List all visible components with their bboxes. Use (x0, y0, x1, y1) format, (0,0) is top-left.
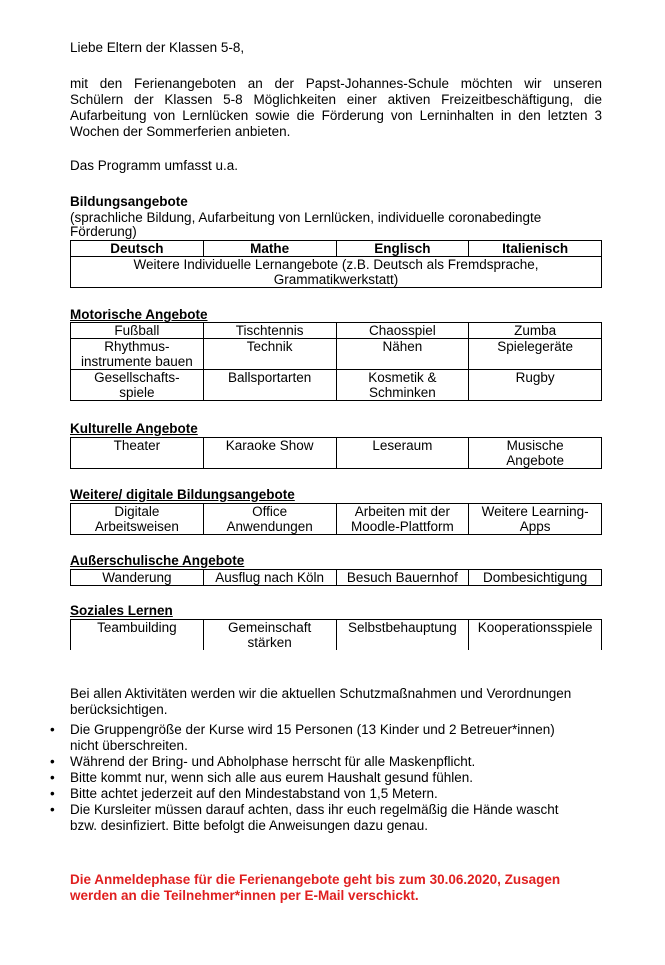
offer-cell (203, 370, 336, 401)
kulturell-table (70, 437, 602, 469)
bildung-table (70, 240, 602, 288)
offer-cell (336, 570, 469, 586)
cell-line: Teambuilding (97, 620, 177, 635)
subject-englisch: Englisch (336, 241, 469, 257)
cell-line: Gemeinschaft (227, 620, 312, 635)
offer-cell (203, 620, 336, 651)
list-line: • Die Kursleiter müssen darauf achten, dass ihr euch regelmäßig die Hände wascht (70, 802, 559, 817)
cell-line: Arbeitsweisen (94, 519, 179, 534)
offer-cell (469, 570, 602, 586)
offer-cell (336, 620, 469, 651)
offer-cell (469, 323, 602, 339)
rules-list (70, 722, 630, 834)
cell-line: Grammatikwerkstatt) (273, 272, 399, 287)
intro-line: mit den Ferienangeboten an der Papst-Johannes-Schule möchten wir unseren (70, 76, 602, 91)
cell-line: Besuch Bauernhof (346, 570, 458, 585)
offer-cell (203, 339, 336, 370)
cell-line: Zumba (514, 323, 557, 338)
offer-cell (469, 339, 602, 370)
offer-cell (71, 504, 204, 535)
offer-cell (71, 620, 204, 651)
cell-line: Dombesichtigung (482, 570, 588, 585)
intro-line: Wochen der Sommerferien anbieten. (70, 124, 291, 139)
cell-line: Ballsportarten (227, 370, 312, 385)
digital-table (70, 503, 602, 535)
cell-line: Rhythmus- (104, 339, 170, 354)
cell-line: Office (252, 504, 288, 519)
anmeldung-notice (70, 872, 602, 904)
cell-line: Weitere Learning- (481, 504, 589, 519)
subject-deutsch: Deutsch (71, 241, 204, 257)
cell-line: Weitere Individuelle Lernangebote (z.B. Deutsch als Fremdsprache, (133, 257, 539, 272)
offer-cell (71, 438, 204, 469)
cell-line: Tischtennis (235, 323, 304, 338)
offer-cell (203, 504, 336, 535)
schutz-line: Bei allen Aktivitäten werden wir die aktuellen Schutzmaßnahmen und Verordnungen (70, 686, 572, 701)
offer-cell (203, 323, 336, 339)
offer-cell (336, 339, 469, 370)
intro-line: Aufarbeitung von Lernlücken sowie die Förderung von Lerninhalten in den letzten 3 (70, 108, 602, 123)
bildung-heading: Bildungsangebote (70, 194, 188, 209)
list-item (70, 722, 630, 754)
offer-cell (336, 370, 469, 401)
list-item (70, 770, 630, 786)
cell-line: Spielegeräte (497, 339, 574, 354)
cell-line: Fußball (114, 323, 160, 338)
cell-line: Kosmetik & (368, 370, 437, 385)
cell-line: Musische (506, 438, 564, 453)
greeting: Liebe Eltern der Klassen 5-8, (70, 40, 245, 55)
digital-heading: Weitere/ digitale Bildungsangebote (70, 487, 295, 502)
cell-line: Angebote (506, 453, 565, 468)
list-line: • Während der Bring- und Abholphase herrscht für alle Maskenpflicht. (70, 754, 476, 769)
programm-line: Das Programm umfasst u.a. (70, 158, 239, 173)
offer-cell (71, 323, 204, 339)
anmeldung-line: werden an die Teilnehmer*innen per E-Mail verschickt. (70, 888, 419, 903)
cell-line: Ausflug nach Köln (215, 570, 325, 585)
offer-cell (71, 370, 204, 401)
further-offers-cell (71, 257, 602, 288)
cell-line: Anwendungen (226, 519, 313, 534)
list-line: • Bitte achtet jederzeit auf den Mindestabstand von 1,5 Metern. (70, 786, 438, 801)
cell-line: Arbeiten mit der (354, 504, 451, 519)
intro-line: Schülern der Klassen 5-8 Möglichkeiten einer aktiven Freizeitbeschäftigung, die (70, 92, 602, 107)
anmeldung-line: Die Anmeldephase für die Ferienangebote geht bis zum 30.06.2020, Zusagen (70, 872, 561, 887)
offer-cell (71, 570, 204, 586)
cell-line: instrumente bauen (80, 354, 193, 369)
schutz-paragraph (70, 686, 602, 718)
list-item (70, 754, 630, 770)
offer-cell (203, 438, 336, 469)
cell-line: Gesellschafts- (94, 370, 180, 385)
subject-italienisch: Italienisch (469, 241, 602, 257)
bildung-subline: Förderung) (70, 224, 137, 239)
list-item (70, 802, 630, 834)
list-line: nicht überschreiten. (70, 738, 188, 753)
list-line: • Bitte kommt nur, wenn sich alle aus eurem Haushalt gesund fühlen. (70, 770, 473, 785)
cell-line: stärken (247, 635, 292, 650)
cell-line: spiele (119, 385, 155, 400)
cell-line: Leseraum (372, 438, 433, 453)
kulturell-heading: Kulturelle Angebote (70, 421, 198, 436)
bildung-subline: (sprachliche Bildung, Aufarbeitung von Lernlücken, individuelle coronabedingte (70, 210, 542, 225)
cell-line: Wanderung (102, 570, 172, 585)
cell-line: Selbstbehauptung (347, 620, 457, 635)
cell-line: Technik (246, 339, 293, 354)
cell-line: Rugby (515, 370, 555, 385)
list-line: • Die Gruppengröße der Kurse wird 15 Personen (13 Kinder und 2 Betreuer*innen) (70, 722, 555, 737)
cell-line: Kooperationsspiele (477, 620, 593, 635)
cell-line: Schminken (368, 385, 436, 400)
offer-cell (469, 370, 602, 401)
cell-line: Digitale (114, 504, 160, 519)
motorisch-table (70, 322, 602, 401)
schutz-line: berücksichtigen. (70, 702, 168, 717)
cell-line: Apps (519, 519, 551, 534)
cell-line: Karaoke Show (225, 438, 314, 453)
offer-cell (469, 620, 602, 651)
offer-cell (336, 323, 469, 339)
sozial-table (70, 619, 602, 650)
intro-paragraph (70, 76, 602, 140)
cell-line: Chaosspiel (368, 323, 436, 338)
list-line: bzw. desinfiziert. Bitte befolgt die Anweisungen dazu genau. (70, 818, 428, 833)
ausser-heading: Außerschulische Angebote (70, 553, 245, 568)
cell-line: Moodle-Plattform (350, 519, 454, 534)
offer-cell (469, 504, 602, 535)
sozial-heading: Soziales Lernen (70, 603, 173, 618)
offer-cell (71, 339, 204, 370)
subject-mathe: Mathe (203, 241, 336, 257)
offer-cell (336, 504, 469, 535)
offer-cell (469, 438, 602, 469)
cell-line: Nähen (382, 339, 423, 354)
motorisch-heading: Motorische Angebote (70, 307, 208, 322)
cell-line: Theater (113, 438, 161, 453)
ausser-table (70, 569, 602, 586)
offer-cell (203, 570, 336, 586)
offer-cell (336, 438, 469, 469)
list-item (70, 786, 630, 802)
